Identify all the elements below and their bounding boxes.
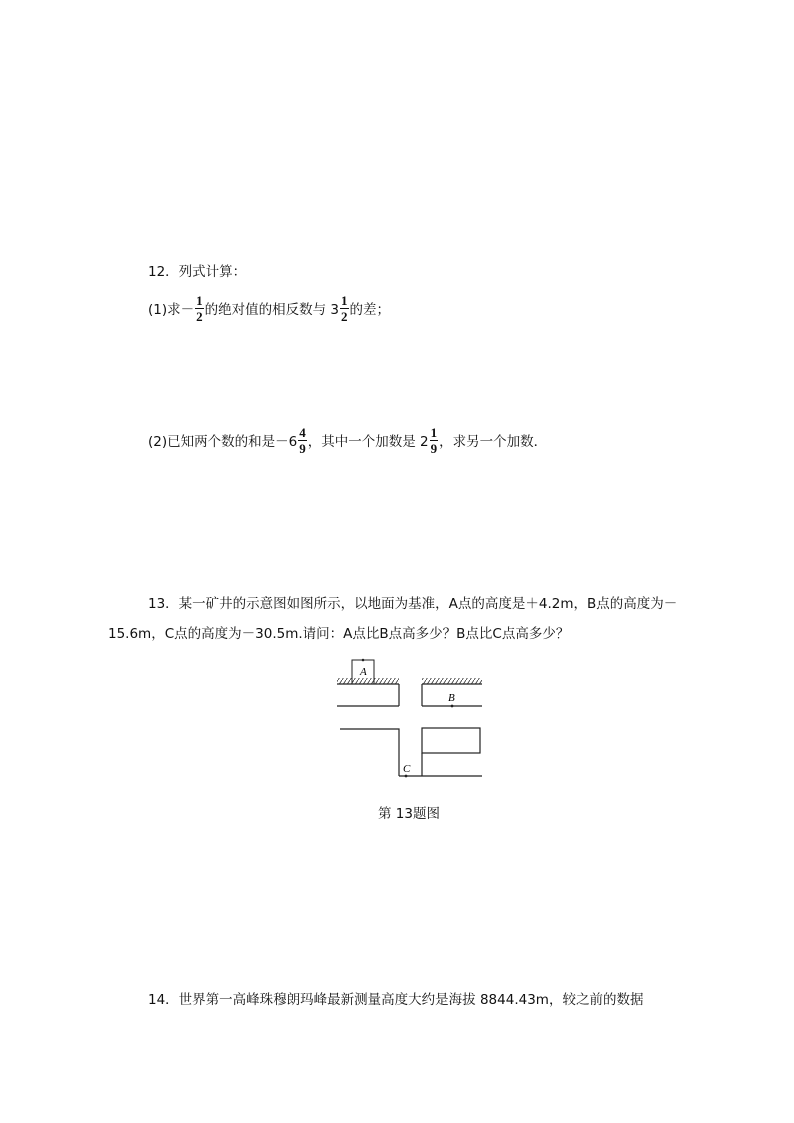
point-a-dot (362, 659, 365, 662)
denominator: 9 (299, 440, 306, 456)
denominator: 2 (341, 308, 348, 324)
q14-line1: 14．世界第一高峰珠穆朗玛峰最新测量高度大约是海拔 8844.43m，较之前的数据 (148, 992, 644, 1008)
denominator: 2 (196, 308, 203, 324)
denominator: 9 (430, 440, 438, 456)
ground-hatch-right (422, 678, 482, 684)
point-b-dot (451, 705, 454, 708)
q12-p1-label: (1)求－ (148, 302, 195, 318)
label-c: C (403, 763, 411, 775)
q12-p2-mid: ，其中一个加数是 2 (307, 434, 429, 450)
q12-title: 12．列式计算： (148, 264, 247, 280)
fraction-one-ninth (430, 426, 439, 455)
numerator: 1 (341, 292, 348, 308)
q12-p1-mid: 的绝对值的相反数与 3 (204, 302, 340, 318)
q12-part2 (148, 420, 547, 460)
q13-line1: 13．某一矿井的示意图如图所示，以地面为基准，A点的高度是＋4.2m，B点的高度为－ (148, 596, 678, 612)
q13-line2: 15.6m，C点的高度为－30.5m.请问：A点比B点高多少？B点比C点高多少？ (108, 626, 570, 642)
label-b: B (448, 692, 455, 704)
mine-shaft-diagram (334, 656, 486, 786)
q12-p2-label: (2)已知两个数的和是－6 (148, 434, 298, 450)
label-a: A (360, 666, 367, 678)
side-chamber (422, 728, 480, 753)
ground-hatch-left (337, 678, 399, 684)
fraction-one-half-2 (340, 294, 349, 323)
fraction-four-ninths (298, 426, 307, 455)
q12-p2-end: ，求另一个加数． (439, 434, 548, 450)
lower-tunnel-left (340, 729, 399, 776)
numerator: 1 (196, 292, 203, 308)
q12-part1 (148, 288, 390, 328)
numerator: 1 (430, 424, 438, 440)
point-c-dot (405, 775, 408, 778)
fraction-one-half (195, 294, 204, 323)
q12-p1-end: 的差； (349, 302, 391, 318)
numerator: 4 (299, 424, 306, 440)
figure-caption: 第 13题图 (378, 806, 440, 822)
